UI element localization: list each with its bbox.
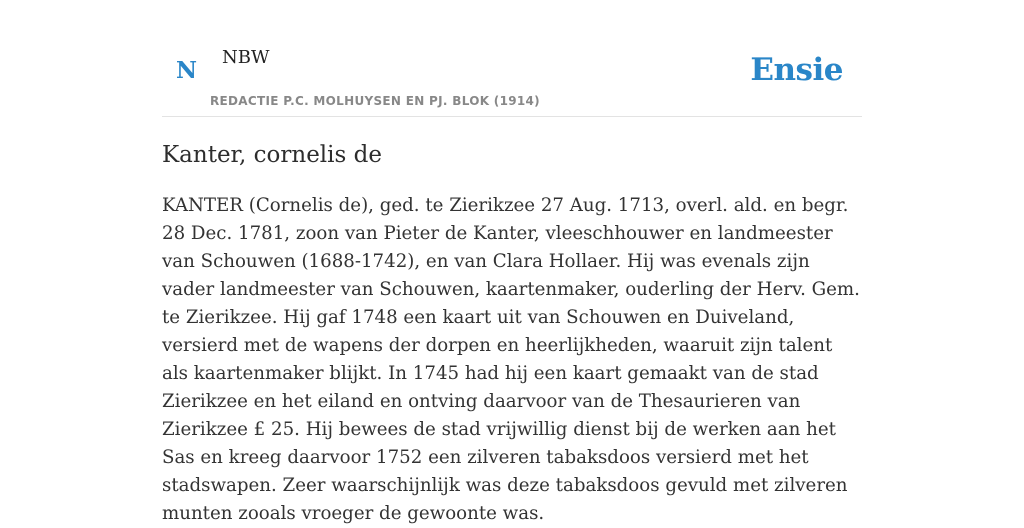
brand-logo[interactable]: Ensie xyxy=(750,52,843,88)
page-header xyxy=(162,0,862,117)
article-title: Kanter, cornelis de xyxy=(162,142,382,168)
article-body: KANTER (Cornelis de), ged. te Zierikzee 27 Aug. 1713, overl. ald. en begr. 28 Dec. 1781, zoon van Pieter de Kanter, vleeschhouwer en landmeester van Schouwen (1688-1742), en van Clara Hollaer. Hij was evenals zijn vader landmeester van Schouwen, kaartenmaker, ouderling der Herv. Gem. te Zierikzee. Hij gaf 1748 een kaart uit van Schouwen en Duiveland, versierd met de wapens der dorpen en heerlijkheden, waaruit zijn talent als kaartenmaker blijkt. In 1745 had hij een kaart gemaakt van de stad Zierikzee en het eiland en ontving daarvoor van de Thesaurieren van Zierikzee £ 25. Hij bewees de stad vrijwillig dienst bij de werken aan het Sas en kreeg daarvoor 1752 een zilveren tabaksdoos versierd met het stadswapen. Zeer waarschijnlijk was deze tabaksdoos gevuld met zilveren munten zooals vroeger de gewoonte was. xyxy=(162,195,860,524)
source-subtitle: REDACTIE P.C. MOLHUYSEN EN PJ. BLOK (1914) xyxy=(210,94,540,108)
source-logo[interactable]: N xyxy=(176,57,198,84)
source-title[interactable]: NBW xyxy=(222,47,270,68)
